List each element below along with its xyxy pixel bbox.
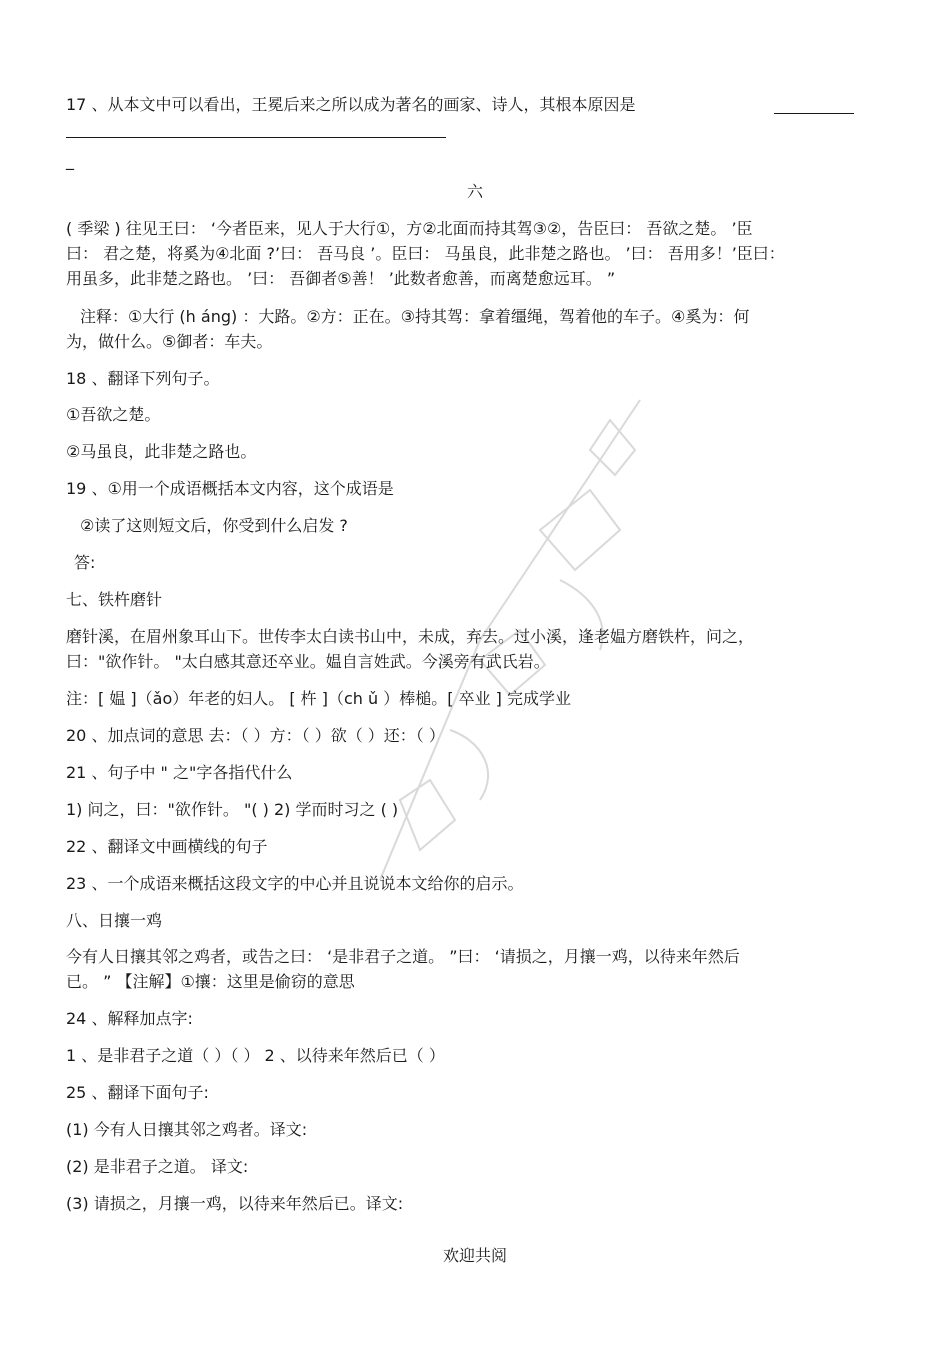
section-8-text-line-1: 今有人日攘其邻之鸡者，或告之曰： ‘是非君子之道。 ”曰： ‘请损之，月攘一鸡，以待来年然后	[66, 947, 740, 966]
question-25-item-3: (3) 请损之，月攘一鸡，以待来年然后已。译文:	[66, 1194, 404, 1213]
question-23: 23 、一个成语来概括这段文字的中心并且说说本文给你的启示。	[66, 874, 524, 893]
question-25-item-2: (2) 是非君子之道。 译文:	[66, 1157, 249, 1176]
question-21-items: 1) 问之，曰："欲作针。 "( ) 2) 学而时习之 ( )	[66, 800, 399, 819]
question-17: 17 、从本文中可以看出，王冕后来之所以成为著名的画家、诗人，其根本原因是	[66, 95, 636, 114]
question-18-item-2: ②马虽良，此非楚之路也。	[66, 442, 257, 461]
section-6-text-line-2: 曰： 君之楚，将奚为④北面 ?’曰： 吾马良 ’。臣曰： 马虽良，此非楚之路也。 ’曰： 吾用多！’臣曰：	[66, 244, 785, 263]
section-8-title: 八、日攘一鸡	[66, 911, 163, 930]
question-17-tail: _	[66, 151, 74, 170]
section-6-text-line-3: 用虽多，此非楚之路也。 ’曰： 吾御者⑤善！ ’此数者愈善，而离楚愈远耳。 ”	[66, 269, 616, 288]
answer-line-17b[interactable]	[66, 137, 446, 138]
answer-label: 答:	[74, 553, 96, 572]
answer-line-17a[interactable]	[774, 113, 854, 114]
question-19-item-2: ②读了这则短文后，你受到什么启发 ?	[80, 516, 348, 535]
question-24: 24 、解释加点字:	[66, 1009, 193, 1028]
question-18: 18 、翻译下列句子。	[66, 369, 220, 388]
question-21: 21 、句子中 " 之"字各指代什么	[66, 763, 293, 782]
section-7-text-line-2: 曰："欲作针。 "太白感其意还卒业。媪自言姓武。今溪旁有武氏岩。	[66, 652, 550, 671]
question-19: 19 、①用一个成语概括本文内容，这个成语是	[66, 479, 394, 498]
question-25: 25 、翻译下面句子:	[66, 1083, 209, 1102]
section-7-text-line-1: 磨针溪，在眉州象耳山下。世传李太白读书山中，未成，弃去。过小溪，逢老媪方磨铁杵，问之，	[66, 627, 755, 646]
question-18-item-1: ①吾欲之楚。	[66, 405, 161, 424]
question-25-item-1: (1) 今有人日攘其邻之鸡者。译文:	[66, 1120, 308, 1139]
section-8-text-line-2: 已。 ” 【注解】①攘：这里是偷窃的意思	[66, 972, 355, 991]
section-6-note-line-2: 为，做什么。⑤御者：车夫。	[66, 332, 273, 351]
section-7-title: 七、铁杵磨针	[66, 590, 163, 609]
page-footer: 欢迎共阅	[442, 1246, 507, 1265]
question-20: 20 、加点词的意思 去：（ ）方：（ ）欲（ ）还：（ ）	[66, 726, 445, 745]
section-6-note-line-1: 注释：①大行 (h áng) ：大路。②方：正在。③持其驾：拿着缰绳，驾着他的车子。④奚为：何	[80, 307, 750, 326]
question-24-items: 1 、是非君子之道（ ）（ ） 2 、以待来年然后已（ ）	[66, 1046, 445, 1065]
question-22: 22 、翻译文中画横线的句子	[66, 837, 268, 856]
section-7-note: 注：[ 媪 ]（ǎo）年老的妇人。 [ 杵 ]（ch ǔ ）棒槌。[ 卒业 ] 完成学业	[66, 689, 571, 708]
section-6-title: 六	[466, 182, 483, 201]
section-6-text-line-1: ( 季梁 ) 往见王曰： ‘今者臣来，见人于大行①，方②北面而持其驾③②，告臣曰： 吾欲之楚。 ’臣	[66, 219, 753, 238]
